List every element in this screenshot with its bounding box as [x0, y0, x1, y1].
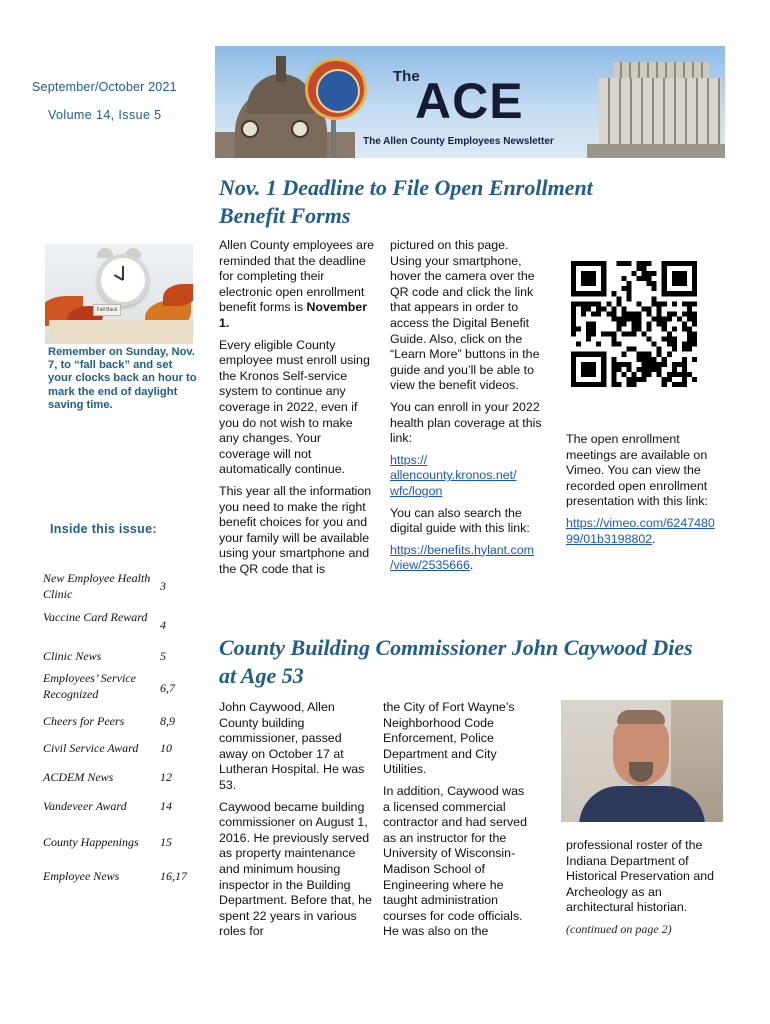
county-seal-icon [305, 58, 367, 120]
toc-title: Clinic News [43, 649, 102, 663]
enrollment-column-3: The open enrollment meetings are available on Vimeo. You can view the recorded open enrollment presentation with this link: https://vimeo.com/6247480 99/01b3198802. [566, 432, 724, 553]
caywood-heading: County Building Commissioner John Caywood Dies at Age 53 [219, 635, 693, 688]
enrollment-paragraph: The open enrollment meetings are available on Vimeo. You can view the recorded open enrollment presentation with this link: [566, 432, 708, 509]
toc-title: Vandeveer Award [43, 799, 127, 813]
toc-title: ACDEM News [43, 770, 114, 784]
toc-page: 12 [160, 770, 172, 784]
enrollment-p1-text: Allen County employees are reminded that the deadline for completing their electronic open enrollment benefit forms is [219, 238, 374, 315]
kronos-link[interactable]: https:// allencounty.kronos.net/ wfc/logon [390, 452, 517, 498]
vimeo-link[interactable]: https://vimeo.com/6247480 99/01b3198802 [566, 515, 715, 546]
caywood-column-3 [566, 838, 724, 922]
enrollment-column-1 [219, 238, 375, 583]
courthouse-spire [276, 56, 286, 82]
inside-issue-title: Inside this issue: [50, 522, 157, 536]
autumn-leaf-icon [163, 284, 193, 306]
masthead-subtitle: The Allen County Employees Newsletter [363, 136, 554, 147]
enrollment-paragraph: You can also search the digital guide with this link: [390, 505, 530, 536]
caywood-paragraph: professional roster of the Indiana Department of Historical Preservation and Archeology as an architectural historian. [566, 838, 715, 915]
masthead-banner [215, 46, 725, 158]
courthouse-clock-icon [291, 120, 309, 138]
toc-page: 15 [160, 835, 172, 849]
enrollment-paragraph: You can enroll in your 2022 health plan coverage at this link: [390, 399, 542, 446]
fall-back-tag: Fall Back [93, 304, 121, 316]
enrollment-column-2: pictured on this page. Using your smartphone, hover the camera over the QR code and click the link that appears in order to access the Digital Benefit Guide. Also, click on the “Learn More” buttons in the guide and you’ll be able to view the benefit videos. You can enroll in your 2022 health plan coverage at this link: https:// allencounty.kronos.net/ wfc/logon You can also search the digital guide with this link: https://benefits.hylant.com /view/2535666. [390, 238, 542, 573]
masthead-the: The [393, 68, 420, 85]
table-surface [49, 320, 193, 344]
toc-title: County Happenings [43, 835, 139, 849]
portrait-hair [617, 710, 665, 724]
enrollment-deadline: November 1. [219, 300, 368, 330]
portrait-shirt [579, 786, 705, 822]
toc-page: 16,17 [160, 869, 187, 883]
caywood-portrait [561, 700, 723, 822]
toc-page: 10 [160, 741, 172, 755]
benefits-guide-link[interactable]: https://benefits.hylant.com /view/2535666 [390, 542, 534, 573]
toc-page: 6,7 [160, 681, 175, 695]
caywood-paragraph: John Caywood, Allen County building commissioner, passed away on October 17 at Lutheran Hospital. He was 53. [219, 700, 365, 792]
office-building-base [587, 144, 725, 158]
enrollment-paragraph [219, 238, 375, 332]
seal-post [331, 120, 336, 158]
qr-code-icon[interactable] [571, 258, 697, 390]
caywood-paragraph: In addition, Caywood was a licensed commercial contractor and had served as an instructor for the University of Wisconsin-Madison School of Engineering where he taught administration courses for code officials. He was also on the [383, 783, 527, 939]
alarm-clock-icon [97, 254, 149, 306]
caywood-paragraph: Caywood became building commissioner on August 1, 2016. He previously served as property maintenance and minimum housing inspector in the Building Department. Before that, he spent 22 years in various roles for [219, 799, 372, 939]
toc-page: 4 [160, 618, 166, 632]
toc-page: 5 [160, 649, 166, 663]
issue-date: September/October 2021 [32, 80, 177, 94]
caywood-column-2 [383, 700, 529, 946]
courthouse-clock-icon [241, 120, 259, 138]
toc-title: Civil Service Award [43, 741, 139, 755]
toc-title: New Employee Health Clinic [43, 571, 151, 601]
toc-title: Cheers for Peers [43, 714, 125, 728]
masthead-title: ACE [415, 73, 524, 129]
caywood-paragraph: the City of Fort Wayne’s Neighborhood Code Enforcement, Police Department and City Utilities. [383, 700, 515, 777]
continued-note: (continued on page 2) [566, 922, 672, 936]
toc-page: 14 [160, 799, 172, 813]
enrollment-heading: Nov. 1 Deadline to File Open Enrollment Benefit Forms [219, 175, 593, 228]
enrollment-paragraph: Every eligible County employee must enroll using the Kronos Self-service system to continue any coverage in 2022, even if you do not wish to make any changes. Your coverage will not automatically continue. [219, 337, 370, 477]
fall-back-clock-photo [45, 244, 193, 344]
enrollment-paragraph: pictured on this page. Using your smartphone, hover the camera over the QR code and click the link that appears in order to access the Digital Benefit Guide. Also, click on the “Learn More” buttons in the guide and you’ll be able to view the benefit videos. [390, 238, 540, 393]
issue-volume: Volume 14, Issue 5 [48, 108, 162, 122]
toc-page: 3 [160, 579, 166, 593]
enrollment-paragraph: This year all the information you need to make the right benefit choices for you and your family will be available using your smartphone and the QR code that is [219, 483, 372, 576]
caywood-column-1 [219, 700, 373, 946]
daylight-saving-reminder: Remember on Sunday, Nov. 7, to “fall back” and set your clocks back an hour to mark the end of daylight saving time. [48, 346, 197, 411]
toc-page: 8,9 [160, 714, 175, 728]
toc-title: Employees’ Service Recognized [43, 671, 136, 701]
toc-title: Employee News [43, 869, 120, 883]
toc-title: Vaccine Card Reward [43, 610, 148, 624]
